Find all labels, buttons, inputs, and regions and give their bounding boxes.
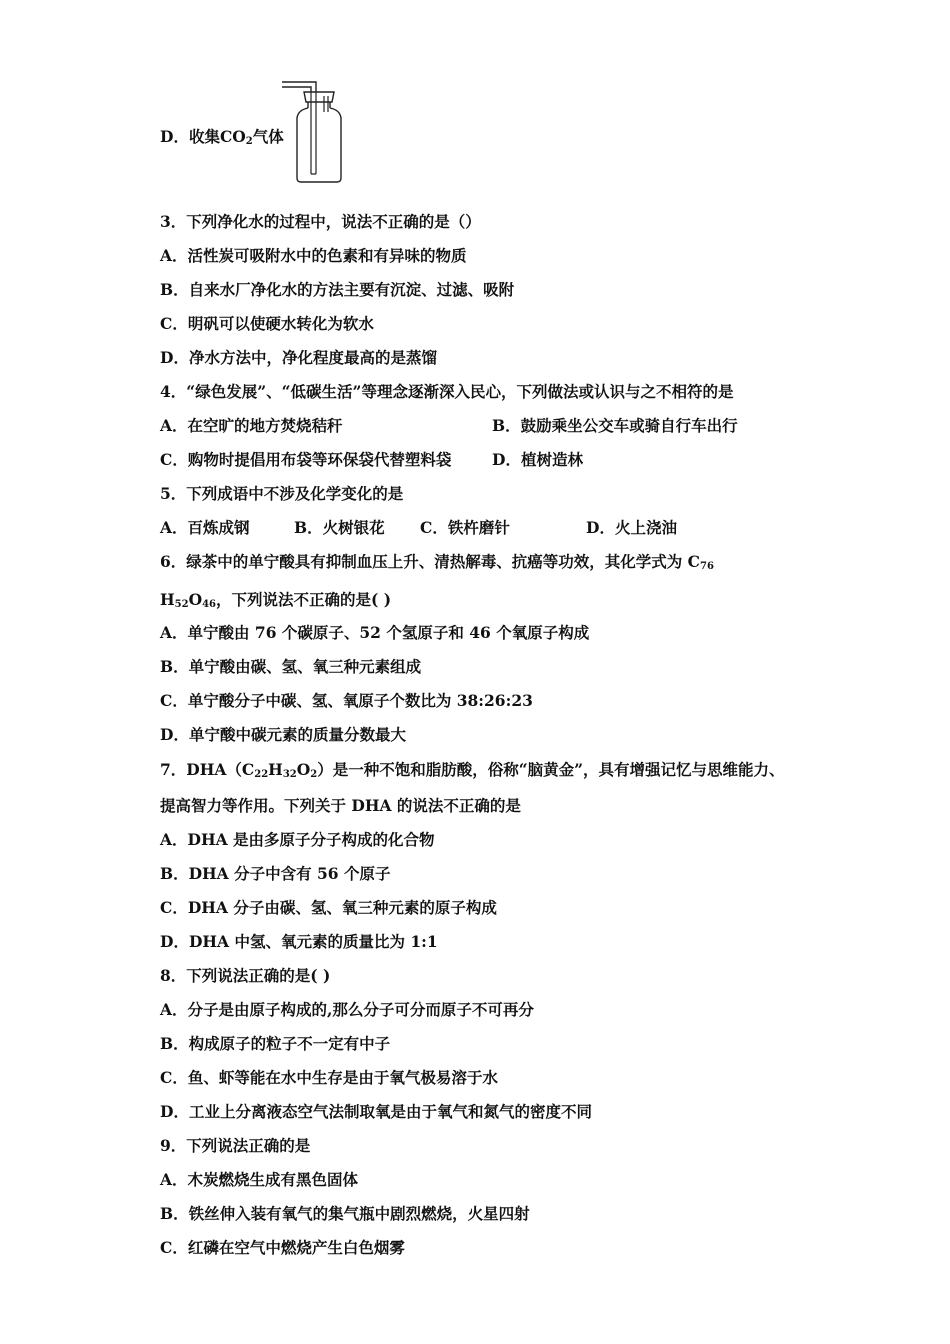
q9-stem: 9．下列说法正确的是 xyxy=(160,1136,311,1155)
q6-option-d: D．单宁酸中碳元素的质量分数最大 xyxy=(160,725,406,744)
q7-stem-line2: 提高智力等作用。下列关于 DHA 的说法不正确的是 xyxy=(160,796,521,815)
q5-option-d: D．火上浇油 xyxy=(586,518,677,537)
q2-option-d: D．收集$CO_2$气体 xyxy=(160,127,284,147)
q6-stem-line1: 6．绿茶中的单宁酸具有抑制血压上升、清热解毒、抗癌等功效，其化学式为 $C_{76}$ xyxy=(160,552,714,572)
q7-option-a: A．DHA 是由多原子分子构成的化合物 xyxy=(160,830,435,849)
q9-option-c: C．红磷在空气中燃烧产生白色烟雾 xyxy=(160,1238,405,1257)
q8-option-d: D．工业上分离液态空气法制取氧是由于氧气和氮气的密度不同 xyxy=(160,1102,592,1121)
q7-option-c: C．DHA 分子由碳、氢、氧三种元素的原子构成 xyxy=(160,898,497,917)
q8-option-c: C．鱼、虾等能在水中生存是由于氧气极易溶于水 xyxy=(160,1068,498,1087)
q5-stem: 5．下列成语中不涉及化学变化的是 xyxy=(160,484,404,503)
q3-option-a: A．活性炭可吸附水中的色素和有异味的物质 xyxy=(160,246,467,265)
q7-option-b: B．DHA 分子中含有 56 个原子 xyxy=(160,864,391,883)
q5-option-a: A．百炼成钢 xyxy=(160,518,250,537)
q7-stem-line1: 7．$DHA(C_{22}H_{32}O_2)$是一种不饱和脂肪酸，俗称“脑黄金”，具有增强记忆与思维能力、 xyxy=(160,760,785,780)
q5-option-c: C．铁杵磨针 xyxy=(420,518,510,537)
gas-bottle-diagram xyxy=(280,76,344,186)
q6-option-a: A．单宁酸由 76 个碳原子、52 个氢原子和 46 个氧原子构成 xyxy=(160,623,590,642)
q4-option-d: D．植树造林 xyxy=(492,450,583,469)
q4-stem: 4．“绿色发展”、“低碳生活”等理念逐渐深入民心，下列做法或认识与之不相符的是 xyxy=(160,382,734,401)
q6-option-b: B．单宁酸由碳、氢、氧三种元素组成 xyxy=(160,657,422,676)
q4-option-a: A．在空旷的地方焚烧秸秆 xyxy=(160,416,343,435)
q3-option-d: D．净水方法中，净化程度最高的是蒸馏 xyxy=(160,348,437,367)
q4-option-b: B．鼓励乘坐公交车或骑自行车出行 xyxy=(492,416,738,435)
q8-stem: 8．下列说法正确的是( ) xyxy=(160,966,331,985)
q8-option-b: B．构成原子的粒子不一定有中子 xyxy=(160,1034,391,1053)
q3-stem: 3．下列净化水的过程中，说法不正确的是（） xyxy=(160,212,481,231)
q9-option-a: A．木炭燃烧生成有黑色固体 xyxy=(160,1170,359,1189)
q4-option-c: C．购物时提倡用布袋等环保袋代替塑料袋 xyxy=(160,450,452,469)
q3-option-c: C．明矾可以使硬水转化为软水 xyxy=(160,314,374,333)
q3-option-b: B．自来水厂净化水的方法主要有沉淀、过滤、吸附 xyxy=(160,280,515,299)
q5-option-b: B．火树银花 xyxy=(294,518,385,537)
q6-stem-line2: $H_{52}O_{46}$，下列说法不正确的是( ) xyxy=(160,590,392,610)
q9-option-b: B．铁丝伸入装有氧气的集气瓶中剧烈燃烧，火星四射 xyxy=(160,1204,530,1223)
q6-option-c: C．单宁酸分子中碳、氢、氧原子个数比为 38:26:23 xyxy=(160,691,533,710)
q8-option-a: A．分子是由原子构成的,那么分子可分而原子不可再分 xyxy=(160,1000,534,1019)
q7-option-d: D．DHA 中氢、氧元素的质量比为 1:1 xyxy=(160,932,438,951)
